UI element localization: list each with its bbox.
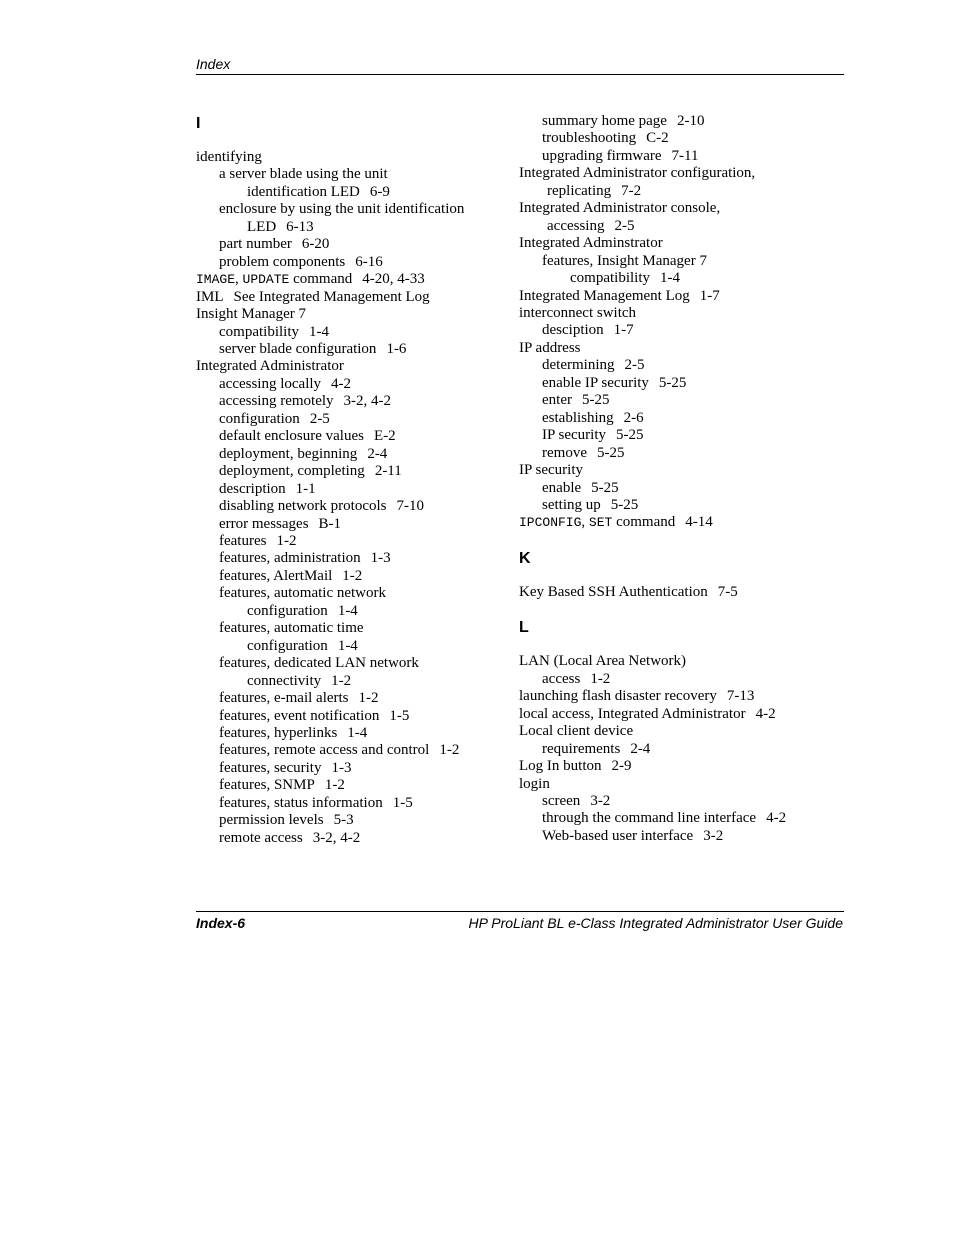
index-entry-continued: replicating 7-2 (547, 182, 642, 199)
index-subentry: features, SNMP 1-2 (219, 777, 345, 794)
index-subentry: accessing locally 4-2 (219, 375, 352, 392)
index-subentry: requirements 2-4 (542, 740, 651, 757)
index-entry: IML See Integrated Management Log (196, 288, 430, 305)
index-subentry: enable 5-25 (542, 479, 619, 496)
index-entry: login (519, 775, 550, 792)
index-subentry: troubleshooting C-2 (542, 130, 669, 147)
index-letter-heading: K (519, 549, 531, 567)
index-subentry: deployment, completing 2-11 (219, 463, 402, 480)
index-subentry: enable IP security 5-25 (542, 374, 687, 391)
index-entry: IP security (519, 462, 584, 479)
index-subentry: permission levels 5-3 (219, 812, 354, 829)
index-subentry: accessing remotely 3-2, 4-2 (219, 393, 392, 410)
index-subentry-continued: connectivity 1-2 (247, 672, 352, 689)
index-column-right (519, 113, 829, 845)
index-subentry: server blade configuration 1-6 (219, 340, 407, 357)
index-subentry: setting up 5-25 (542, 496, 639, 513)
index-subentry: features, e-mail alerts 1-2 (219, 690, 379, 707)
index-entry: interconnect switch (519, 304, 637, 321)
index-subentry: a server blade using the unit (219, 166, 388, 183)
index-subentry-continued: compatibility 1-4 (570, 270, 680, 287)
index-subentry: Web-based user interface 3-2 (542, 827, 724, 844)
index-letter-heading: L (519, 619, 529, 637)
index-subentry-continued: identification LED 6-9 (247, 183, 390, 200)
index-entry: Integrated Management Log 1-7 (519, 287, 720, 304)
index-entry: Integrated Administrator console, (519, 200, 721, 217)
index-subentry: features 1-2 (219, 532, 297, 549)
index-subentry: summary home page 2-10 (542, 113, 705, 129)
index-entry: IPCONFIG, SET command 4-14 (519, 514, 713, 531)
index-letter-heading: I (196, 115, 201, 132)
index-subentry: desciption 1-7 (542, 322, 634, 339)
index-subentry-continued: configuration 1-4 (247, 637, 358, 654)
index-subentry: determining 2-5 (542, 357, 645, 374)
index-subentry: default enclosure values E-2 (219, 428, 396, 445)
index-subentry: through the command line interface 4-2 (542, 810, 787, 827)
footer-rule (196, 911, 844, 912)
index-column-left (196, 113, 506, 847)
index-entry: Integrated Adminstrator (519, 235, 663, 252)
index-subentry: enter 5-25 (542, 392, 610, 409)
index-entry: local access, Integrated Administrator 4-2 (519, 705, 776, 722)
index-subentry: features, status information 1-5 (219, 794, 413, 811)
document-title: HP ProLiant BL e-Class Integrated Administrator User Guide (468, 915, 843, 931)
index-entry: Key Based SSH Authentication 7-5 (519, 583, 738, 600)
index-subentry: remove 5-25 (542, 444, 625, 461)
index-entry: Log In button 2-9 (519, 758, 632, 775)
index-subentry: features, administration 1-3 (219, 550, 391, 567)
index-subentry: features, dedicated LAN network (219, 655, 419, 672)
index-entry: Integrated Administrator (196, 358, 344, 375)
index-entry: LAN (Local Area Network) (519, 653, 687, 670)
index-subentry: establishing 2-6 (542, 409, 644, 426)
index-subentry: description 1-1 (219, 480, 316, 497)
running-header: Index (196, 56, 231, 72)
index-subentry: compatibility 1-4 (219, 323, 329, 340)
index-entry: launching flash disaster recovery 7-13 (519, 688, 755, 705)
index-subentry: features, AlertMail 1-2 (219, 567, 363, 584)
index-subentry-continued: configuration 1-4 (247, 602, 358, 619)
index-subentry: screen 3-2 (542, 792, 611, 809)
index-subentry: features, remote access and control 1-2 (219, 742, 460, 759)
index-subentry: features, event notification 1-5 (219, 707, 410, 724)
index-entry: IMAGE, UPDATE command 4-20, 4-33 (196, 271, 425, 288)
index-subentry: disabling network protocols 7-10 (219, 498, 424, 515)
index-subentry-continued: LED 6-13 (247, 218, 314, 235)
index-subentry: deployment, beginning 2-4 (219, 445, 388, 462)
index-subentry: error messages B-1 (219, 515, 342, 532)
index-subentry: part number 6-20 (219, 236, 330, 253)
index-subentry: features, hyperlinks 1-4 (219, 724, 368, 741)
index-subentry: features, automatic time (219, 620, 364, 637)
page-number: Index-6 (196, 915, 246, 931)
index-entry: Local client device (519, 723, 634, 740)
index-subentry: problem components 6-16 (219, 253, 383, 270)
index-subentry: IP security 5-25 (542, 427, 644, 444)
header-rule (196, 74, 844, 75)
index-entry: Insight Manager 7 (196, 306, 306, 323)
index-subentry: upgrading firmware 7-11 (542, 147, 699, 164)
index-subentry: remote access 3-2, 4-2 (219, 829, 361, 846)
index-entry: identifying (196, 149, 262, 165)
index-entry-continued: accessing 2-5 (547, 217, 635, 234)
index-entry: IP address (519, 339, 581, 356)
index-subentry: enclosure by using the unit identification (219, 201, 465, 218)
index-subentry: access 1-2 (542, 670, 611, 687)
index-subentry: features, Insight Manager 7 (542, 252, 707, 269)
index-entry: Integrated Administrator configuration, (519, 165, 756, 182)
index-subentry: features, security 1-3 (219, 759, 352, 776)
index-subentry: configuration 2-5 (219, 410, 330, 427)
index-subentry: features, automatic network (219, 585, 387, 602)
